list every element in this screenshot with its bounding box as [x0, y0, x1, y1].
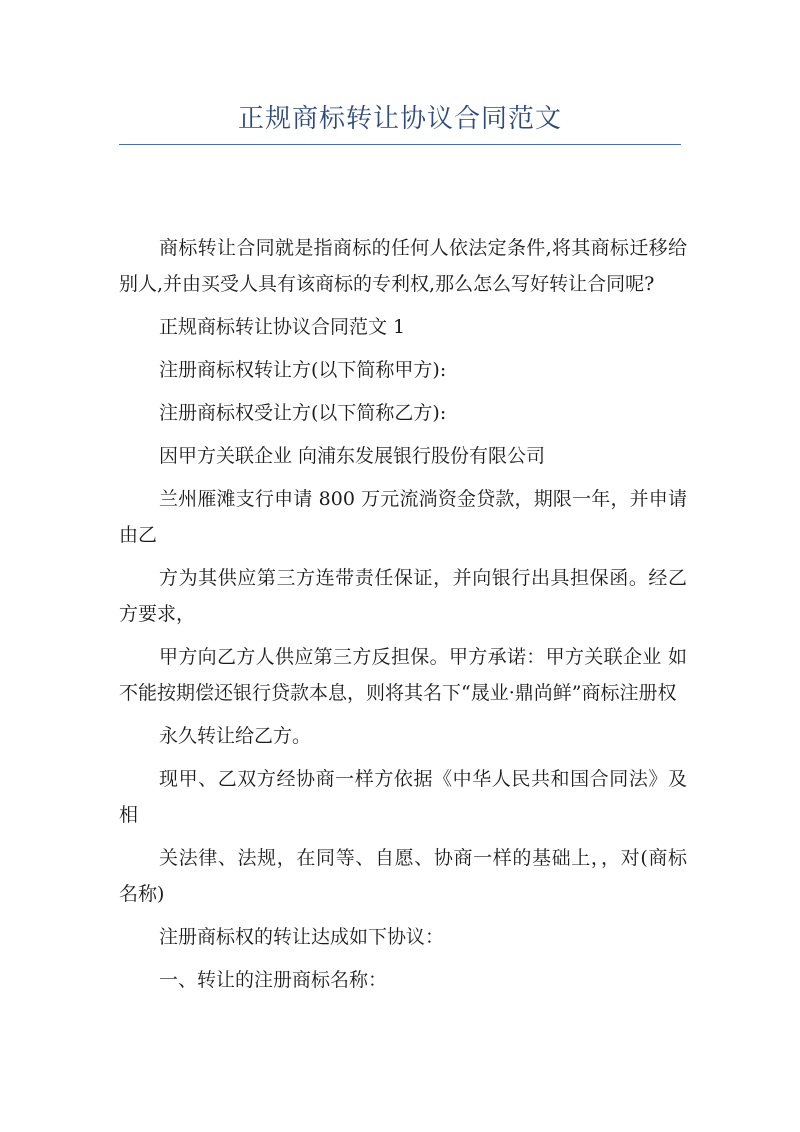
document-body: [119, 230, 687, 1005]
paragraph-permanent-transfer: 永久转让给乙方。: [159, 725, 312, 747]
paragraph-section-one: 一、转让的注册商标名称：: [159, 969, 388, 991]
paragraph-loan-application: 兰州雁滩支行申请 800 万元流淌资金贷款，期限一年，并申请由乙: [119, 488, 687, 546]
paragraph-sample-heading: 正规商标转让协议合同范文 1: [159, 316, 406, 338]
paragraph-intro: 商标转让合同就是指商标的任何人依法定条件,将其商标迁移给别人,并由买受人具有该商标的专利权,那么怎么写好转让合同呢?: [119, 237, 687, 295]
paragraph-guarantee: 方为其供应第三方连带责任保证，并向银行出具担保函。经乙方要求，: [119, 567, 687, 625]
paragraph-counter-guarantee: 甲方向乙方人供应第三方反担保。甲方承诺：甲方关联企业 如不能按期偿还银行贷款本息，则将其名下“晟业·鼎尚鲜”商标注册权: [119, 646, 687, 704]
title-underline: [119, 144, 681, 145]
paragraph-transferee: 注册商标权受让方(以下简称乙方):: [159, 402, 447, 424]
paragraph-legal-basis: 现甲、乙双方经协商一样方依据《中华人民共和国合同法》及相: [119, 768, 687, 826]
paragraph-agreement-basis: 关法律、法规，在同等、自愿、协商一样的基础上，，对(商标名称): [119, 847, 687, 905]
paragraph-related-company: 因甲方关联企业 向浦东发展银行股份有限公司: [159, 445, 546, 467]
paragraph-agreement-reached: 注册商标权的转让达成如下协议：: [159, 926, 445, 948]
paragraph-transferor: 注册商标权转让方(以下简称甲方):: [159, 359, 447, 381]
document-title: 正规商标转让协议合同范文: [237, 104, 562, 134]
